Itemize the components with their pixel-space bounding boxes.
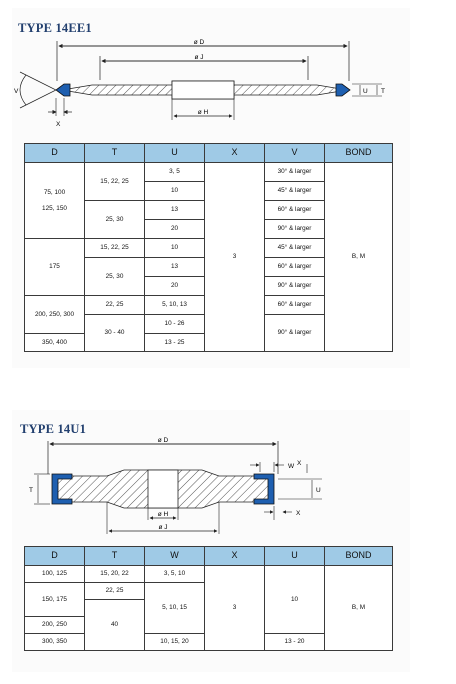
header-v: V [265,144,325,163]
dim-w-label: W [288,463,295,470]
type-14ee1-diagram [12,36,410,136]
dim-v-label: V [14,88,19,95]
cell-t: 22, 25 [85,296,145,315]
cell-d: 75, 100 125, 150 [25,163,85,239]
dim-x-label: X [297,460,302,467]
cell-t: 15, 22, 25 [85,163,145,201]
cell-d: 300, 350 [25,634,85,651]
cell-u: 3, 5 [145,163,205,182]
cell-u: 13 - 20 [265,634,325,651]
cell-t: 25, 30 [85,258,145,296]
cell-d: 350, 400 [25,334,85,352]
cell-u: 10 [265,566,325,634]
cell-t: 22, 25 [85,583,145,600]
header-w: W [145,547,205,566]
cell-u: 20 [145,220,205,239]
cell-u: 10 [145,239,205,258]
dim-h-label: ø H [157,511,169,518]
cell-d: 200, 250, 300 [25,296,85,334]
header-u: U [265,547,325,566]
cell-v: 30° & larger [265,163,325,182]
dim-u-label: U [316,487,321,494]
header-x: X [205,144,265,163]
cell-v: 60° & larger [265,296,325,315]
cell-x: 3 [205,163,265,352]
cell-w: 10, 15, 20 [145,634,205,651]
cell-v: 90° & larger [265,220,325,239]
dim-x-label: X [56,121,61,128]
header-d: D [25,144,85,163]
dim-d-label: ø D [193,39,205,46]
cell-u: 20 [145,277,205,296]
cell-d: 150, 175 [25,583,85,617]
cell-v: 60° & larger [265,201,325,220]
type-14u1-table [24,546,393,651]
dim-h-label: ø H [197,109,209,116]
cell-t: 25, 30 [85,201,145,239]
cell-u: 10 [145,182,205,201]
cell-u: 13 - 25 [145,334,205,352]
cell-v: 45° & larger [265,182,325,201]
dim-j-label: ø J [158,524,168,531]
type-14u1-title: TYPE 14U1 [20,422,87,436]
dim-t-label: T [29,487,33,494]
dim-j-label: ø J [194,54,204,61]
cell-u: 5, 10, 13 [145,296,205,315]
dim-x-bottom-label: X [296,510,301,517]
cell-x: 3 [205,566,265,651]
header-d: D [25,547,85,566]
header-x: X [205,547,265,566]
cell-bond: B, M [325,566,393,651]
header-bond: BOND [325,144,393,163]
dim-t-label: T [381,88,385,95]
type-14u1-diagram [12,436,410,538]
cell-d: 100, 125 [25,566,85,583]
cell-v: 60° & larger [265,258,325,277]
type-14ee1-title: TYPE 14EE1 [18,21,92,35]
cell-u: 13 [145,258,205,277]
header-bond: BOND [325,547,393,566]
cell-w: 5, 10, 15 [145,583,205,634]
header-u: U [145,144,205,163]
dim-d-label: ø D [157,437,169,444]
cell-v: 90° & larger [265,277,325,296]
cell-t: 40 [85,600,145,651]
cell-t: 30 - 40 [85,315,145,352]
cell-v: 45° & larger [265,239,325,258]
dim-u-label: U [363,88,368,95]
cell-bond: B, M [325,163,393,352]
cell-d: 175 [25,239,85,296]
cell-d: 200, 250 [25,617,85,634]
cell-t: 15, 22, 25 [85,239,145,258]
type-14ee1-table [24,143,393,352]
cell-w: 3, 5, 10 [145,566,205,583]
cell-t: 15, 20, 22 [85,566,145,583]
header-t: T [85,144,145,163]
header-t: T [85,547,145,566]
cell-v: 90° & larger [265,315,325,352]
cell-u: 13 [145,201,205,220]
cell-u: 10 - 26 [145,315,205,334]
